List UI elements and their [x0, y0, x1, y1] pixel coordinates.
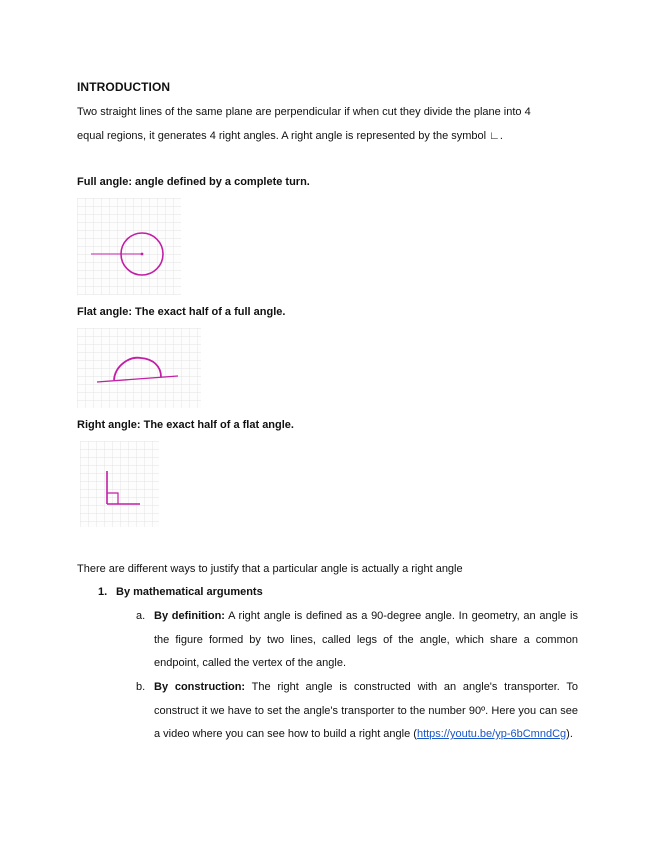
flat-angle-image — [77, 328, 201, 408]
full-angle-image — [77, 198, 181, 295]
flat-angle-caption: Flat angle: The exact half of a full angle. — [77, 306, 286, 318]
full-angle-caption — [77, 176, 310, 188]
item-b-text — [154, 676, 578, 747]
item-a-letter: a. — [136, 610, 146, 622]
full-angle-desc: angle defined by a complete turn. — [132, 176, 310, 188]
justify-intro: There are different ways to justify that a particular angle is actually a right angle — [77, 563, 463, 575]
full-angle-title: Full angle: — [77, 176, 132, 188]
right-angle-caption: Right angle: The exact half of a flat angle. — [77, 419, 294, 431]
item-b-after: ). — [566, 728, 573, 740]
item-a-body: A right angle is defined as a 90-degree angle. In geometry, an angle is the figure formed by two lines, called legs of the angle, which share a common endpoint, called the vertex of the angle. — [154, 610, 578, 669]
right-angle-image — [80, 441, 159, 527]
intro-line-2: equal regions, it generates 4 right angles. A right angle is represented by the symbol ∟. — [77, 130, 503, 142]
intro-line-1: Two straight lines of the same plane are perpendicular if when cut they divide the plane into 4 — [77, 106, 531, 118]
list-title: By mathematical arguments — [116, 586, 263, 598]
list-number: 1. — [98, 586, 108, 598]
item-a-text — [154, 605, 578, 676]
item-a-title: By definition: — [154, 610, 225, 622]
item-b-title: By construction: — [154, 681, 246, 693]
item-b-body: The right angle is constructed with an angle's transporter. To construct it we have to set the angle's transporter to the number 90º. Here you can see a video where you can see how to build a right angle ( — [154, 681, 578, 740]
video-link[interactable]: https://youtu.be/yp-6bCmndCg — [416, 728, 567, 740]
section-heading: INTRODUCTION — [77, 80, 171, 94]
item-b-letter: b. — [136, 681, 146, 693]
